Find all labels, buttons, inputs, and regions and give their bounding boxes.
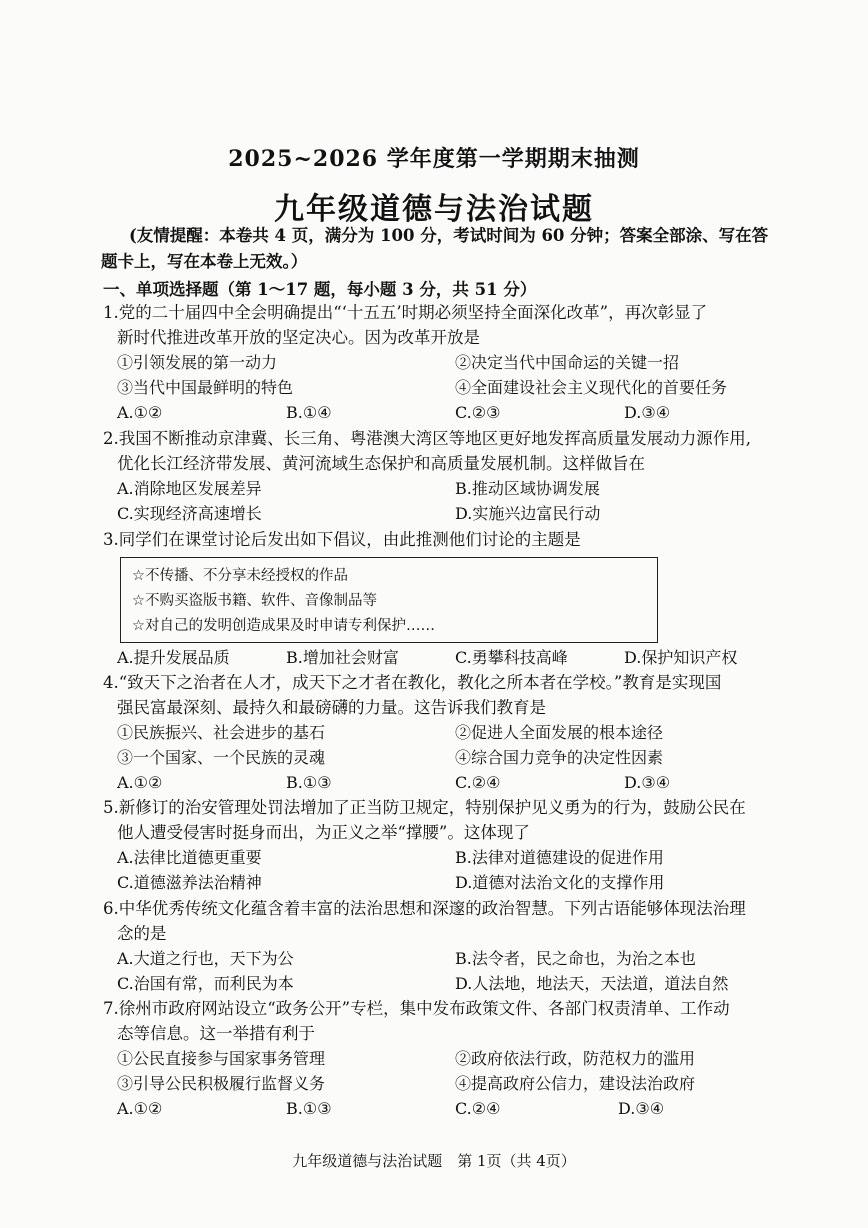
proposal-line: ☆不传播、不分享未经授权的作品 [132,568,348,584]
answer-option: D.③④ [618,1099,665,1118]
answer-option: B.推动区域协调发展 [455,479,600,498]
answer-option: A.①② [117,773,163,792]
statement-item: ③当代中国最鲜明的特色 [117,378,294,397]
answer-option: B.法令者，民之命也，为治之本也 [455,949,696,968]
answer-option: C.实现经济高速增长 [117,504,262,523]
answer-option: D.道德对法治文化的支撑作用 [455,873,665,892]
answer-option: A.①② [117,403,163,422]
statement-item: ②促进人全面发展的根本途径 [455,723,664,742]
question-stem: 他人遭受侵害时挺身而出，为正义之举“撑腰”。这体现了 [117,823,530,842]
statement-item: ①引领发展的第一动力 [117,353,278,372]
statement-item: ①公民直接参与国家事务管理 [117,1049,326,1068]
question-stem: 念的是 [117,924,167,943]
question-stem: 1.党的二十届四中全会明确提出“‘十五五’时期必须坚持全面深化改革”，再次彰显了 [103,303,708,322]
answer-option: C.勇攀科技高峰 [455,648,568,667]
answer-option: A.法律比道德更重要 [117,848,262,867]
statement-item: ②决定当代中国命运的关键一招 [455,353,680,372]
answer-option: D.③④ [624,773,671,792]
statement-item: ②政府依法行政，防范权力的滥用 [455,1049,696,1068]
question-stem: 强民富最深刻、最持久和最磅礴的力量。这告诉我们教育是 [117,698,546,717]
exam-notice [101,223,781,275]
notice-line: 题卡上，写在本卷上无效。） [101,252,308,271]
answer-option: D.保护知识产权 [624,648,738,667]
question-stem: 2.我国不断推动京津冀、长三角、粤港澳大湾区等地区更好地发挥高质量发展动力源作用, [103,429,751,448]
question-stem: 6.中华优秀传统文化蕴含着丰富的法治思想和深邃的政治智慧。下列古语能够体现法治理 [103,899,746,918]
question-stem: 5.新修订的治安管理处罚法增加了正当防卫规定，特别保护见义勇为的行为，鼓励公民在 [103,798,746,817]
answer-option: C.②④ [455,773,501,792]
answer-option: A.大道之行也，天下为公 [117,949,294,968]
answer-option: A.提升发展品质 [117,648,230,667]
answer-option: B.①③ [286,773,332,792]
question-stem: 3.同学们在课堂讨论后发出如下倡议，由此推测他们讨论的主题是 [103,530,581,549]
statement-item: ④提高政府公信力，建设法治政府 [455,1074,696,1093]
answer-option: D.人法地，地法天，天法道，道法自然 [455,974,729,993]
question-stem: 7.徐州市政府网站设立“政务公开”专栏，集中发布政策文件、各部门权责清单、工作动 [103,999,730,1018]
answer-option: D.③④ [624,403,671,422]
answer-option: C.②③ [455,403,501,422]
statement-item: ①民族振兴、社会进步的基石 [117,723,326,742]
answer-option: A.①② [117,1099,163,1118]
proposal-line: ☆不购买盗版书籍、软件、音像制品等 [132,593,377,609]
notice-line: (友情提醒：本卷共 4 页，满分为 100 分，考试时间为 60 分钟；答案全部涂、写在答 [129,226,769,245]
answer-option: B.①③ [286,1099,332,1118]
question-stem: 新时代推进改革开放的坚定决心。因为改革开放是 [117,328,480,347]
exam-subject-title: 九年级道德与法治试题 [274,192,594,227]
answer-option: C.道德滋养法治精神 [117,873,262,892]
proposal-line: ☆对自己的发明创造成果及时申请专利保护…… [132,618,435,634]
answer-option: B.①④ [286,403,332,422]
statement-item: ③引导公民积极履行监督义务 [117,1074,326,1093]
answer-option: B.增加社会财富 [286,648,399,667]
section-heading: 一、单项选择题（第 1～17 题，每小题 3 分，共 51 分） [103,280,537,299]
question-stem: 4.“致天下之治者在人才，成天下之才者在教化，教化之所本者在学校。”教育是实现国 [103,673,722,692]
statement-item: ④全面建设社会主义现代化的首要任务 [455,378,728,397]
statement-item: ④综合国力竞争的决定性因素 [455,748,664,767]
question-stem: 优化长江经济带发展、黄河流域生态保护和高质量发展机制。这样做旨在 [117,454,645,473]
exam-term-title: 2025~2026 学年度第一学期期末抽测 [228,146,640,172]
answer-option: C.治国有常，而利民为本 [117,974,294,993]
answer-option: A.消除地区发展差异 [117,479,262,498]
question-stem: 态等信息。这一举措有利于 [117,1024,315,1043]
answer-option: D.实施兴边富民行动 [455,504,601,523]
page-footer: 九年级道德与法治试题 第 1页（共 4页） [292,1152,576,1170]
statement-item: ③一个国家、一个民族的灵魂 [117,748,326,767]
answer-option: B.法律对道德建设的促进作用 [455,848,664,867]
answer-option: C.②④ [455,1099,501,1118]
